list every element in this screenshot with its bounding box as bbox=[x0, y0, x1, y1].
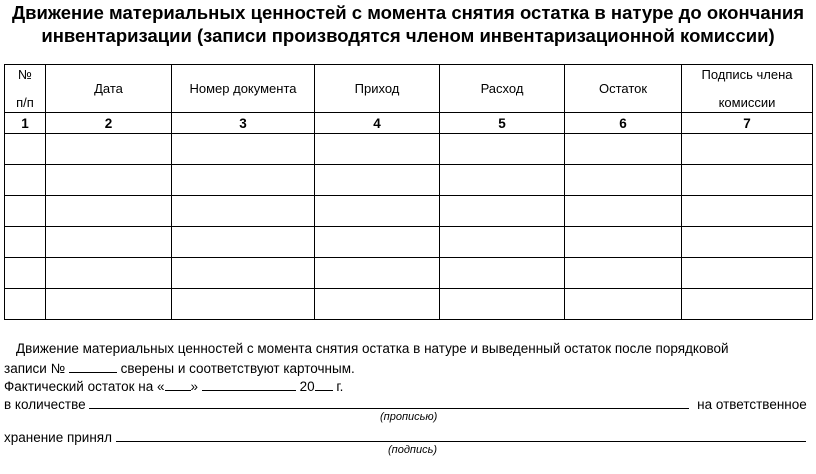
footer-paragraph-line-2 bbox=[4, 359, 355, 376]
table-cell[interactable] bbox=[315, 134, 440, 165]
table-cell[interactable] bbox=[315, 196, 440, 227]
storage-line bbox=[4, 428, 806, 445]
table-cell[interactable] bbox=[682, 165, 813, 196]
table-row bbox=[5, 134, 813, 165]
table-cell[interactable] bbox=[440, 289, 565, 320]
header-income: Приход bbox=[315, 65, 440, 113]
table-cell[interactable] bbox=[682, 289, 813, 320]
actual-balance-label: Фактический остаток на « bbox=[4, 379, 165, 394]
table-cell[interactable] bbox=[46, 258, 172, 289]
signature-hint: (подпись) bbox=[388, 444, 438, 456]
table-cell[interactable] bbox=[5, 289, 46, 320]
quantity-line bbox=[4, 395, 807, 412]
header-expense: Расход bbox=[440, 65, 565, 113]
header-signature-bottom: комиссии bbox=[718, 94, 776, 110]
title-line-1: Движение материальных ценностей с момента снятия остатка в натуре до окончания bbox=[11, 2, 805, 23]
table-row bbox=[5, 227, 813, 258]
year-suffix: г. bbox=[336, 379, 344, 394]
column-number-row bbox=[5, 113, 813, 134]
table-cell[interactable] bbox=[682, 134, 813, 165]
column-number: 5 bbox=[440, 113, 565, 134]
header-number bbox=[5, 65, 46, 113]
header-signature-top: Подпись члена bbox=[701, 66, 793, 82]
table-cell[interactable] bbox=[682, 196, 813, 227]
table-cell[interactable] bbox=[5, 134, 46, 165]
record-number-label: записи № bbox=[4, 361, 66, 376]
column-number: 4 bbox=[315, 113, 440, 134]
table-cell[interactable] bbox=[565, 227, 682, 258]
table-cell[interactable] bbox=[5, 165, 46, 196]
table-cell[interactable] bbox=[682, 227, 813, 258]
month-blank[interactable] bbox=[202, 377, 296, 391]
table-row bbox=[5, 165, 813, 196]
responsible-label: на ответственное bbox=[697, 397, 807, 412]
inventory-movement-table bbox=[4, 64, 813, 320]
day-close-quote: » bbox=[190, 379, 199, 394]
document-title bbox=[0, 1, 816, 47]
table-cell[interactable] bbox=[440, 196, 565, 227]
year-blank[interactable] bbox=[315, 377, 333, 391]
table-cell[interactable] bbox=[172, 134, 315, 165]
actual-balance-line bbox=[4, 377, 343, 394]
table-cell[interactable] bbox=[172, 196, 315, 227]
day-blank[interactable] bbox=[165, 377, 191, 391]
header-number-top: № bbox=[18, 66, 32, 82]
table-cell[interactable] bbox=[565, 258, 682, 289]
table-cell[interactable] bbox=[5, 196, 46, 227]
signature-blank[interactable] bbox=[116, 428, 806, 442]
table-cell[interactable] bbox=[46, 289, 172, 320]
title-line-2: инвентаризации (записи производятся членом инвентаризационной комиссии) bbox=[41, 25, 775, 46]
table-cell[interactable] bbox=[46, 134, 172, 165]
table-cell[interactable] bbox=[682, 258, 813, 289]
table-cell[interactable] bbox=[565, 134, 682, 165]
table-cell[interactable] bbox=[172, 289, 315, 320]
table-cell[interactable] bbox=[315, 258, 440, 289]
table-cell[interactable] bbox=[440, 258, 565, 289]
table-cell[interactable] bbox=[172, 258, 315, 289]
table-cell[interactable] bbox=[46, 165, 172, 196]
table-cell[interactable] bbox=[46, 196, 172, 227]
table-cell[interactable] bbox=[440, 227, 565, 258]
table-cell[interactable] bbox=[565, 289, 682, 320]
column-number: 3 bbox=[172, 113, 315, 134]
column-number: 6 bbox=[565, 113, 682, 134]
column-number: 1 bbox=[5, 113, 46, 134]
column-number: 7 bbox=[682, 113, 813, 134]
verified-text: сверены и соответствуют карточным. bbox=[120, 361, 355, 376]
column-number: 2 bbox=[46, 113, 172, 134]
table-row bbox=[5, 289, 813, 320]
header-signature bbox=[682, 65, 813, 113]
year-prefix: 20 bbox=[299, 379, 315, 394]
header-number-bottom: п/п bbox=[16, 94, 34, 110]
header-date: Дата bbox=[46, 65, 172, 113]
quantity-label: в количестве bbox=[4, 397, 86, 412]
table-cell[interactable] bbox=[440, 134, 565, 165]
footer-paragraph-line-1: Движение материальных ценностей с момента снятия остатка в натуре и выведенный остаток после порядковой bbox=[16, 341, 729, 356]
table-cell[interactable] bbox=[315, 165, 440, 196]
table-row bbox=[5, 196, 813, 227]
table-cell[interactable] bbox=[315, 227, 440, 258]
table-cell[interactable] bbox=[315, 289, 440, 320]
table-cell[interactable] bbox=[5, 258, 46, 289]
storage-label: хранение принял bbox=[4, 430, 112, 445]
table-header-row bbox=[5, 65, 813, 113]
table-cell[interactable] bbox=[565, 165, 682, 196]
in-words-hint: (прописью) bbox=[380, 411, 438, 423]
header-balance: Остаток bbox=[565, 65, 682, 113]
table-cell[interactable] bbox=[440, 165, 565, 196]
table-cell[interactable] bbox=[172, 165, 315, 196]
record-number-blank[interactable] bbox=[69, 359, 117, 373]
table-cell[interactable] bbox=[565, 196, 682, 227]
table-cell[interactable] bbox=[46, 227, 172, 258]
table-row bbox=[5, 258, 813, 289]
header-doc-number: Номер документа bbox=[172, 65, 315, 113]
table-cell[interactable] bbox=[172, 227, 315, 258]
table-cell[interactable] bbox=[5, 227, 46, 258]
quantity-blank[interactable] bbox=[89, 395, 689, 409]
